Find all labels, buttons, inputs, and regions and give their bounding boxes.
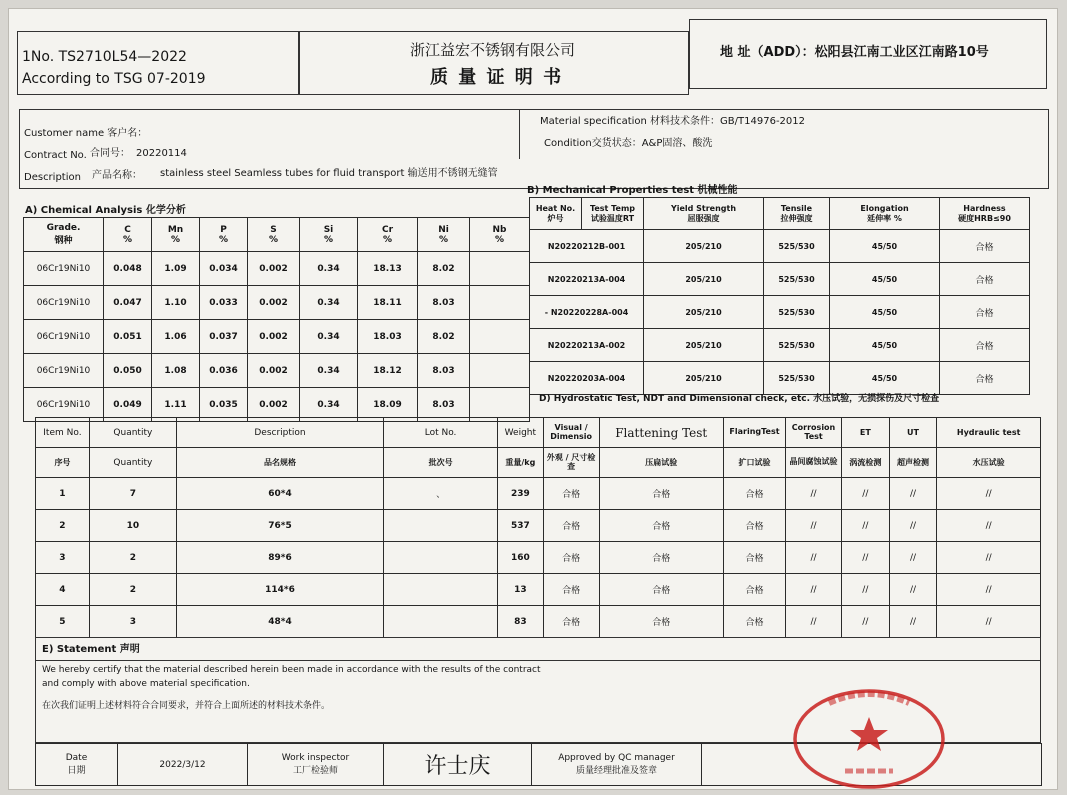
mech-col-test-temp-en: Test Temp xyxy=(589,203,636,213)
col-flaring: FlaringTest xyxy=(723,418,785,448)
item-lot: 、 xyxy=(384,478,498,510)
item-qty: 3 xyxy=(89,606,176,638)
mech-row xyxy=(530,362,1030,395)
item-flattening: 合格 xyxy=(599,478,723,510)
material-spec: Material specification 材料技术条件：GB/T14976-2012 xyxy=(540,116,806,127)
mech-col-elongation-cn: 延伸率 % xyxy=(867,213,902,223)
mech-header-row xyxy=(530,198,1030,230)
item-row xyxy=(36,478,1041,510)
item-desc: 60*4 xyxy=(176,478,383,510)
inspector-label-cn: 工厂检验师 xyxy=(292,766,338,776)
chem-cell-ni: 8.03 xyxy=(418,286,470,320)
item-ut: // xyxy=(889,574,937,606)
chem-col-mn xyxy=(152,218,200,252)
mech-cell-hardness: 合格 xyxy=(940,296,1030,329)
statement-divider xyxy=(36,660,1040,661)
mech-col-elongation xyxy=(830,198,940,230)
chem-cell-c: 0.048 xyxy=(104,252,152,286)
chem-cell-si: 0.34 xyxy=(300,286,358,320)
chem-cell-mn: 1.09 xyxy=(152,252,200,286)
item-weight: 83 xyxy=(498,606,544,638)
chem-cell-p: 0.034 xyxy=(200,252,248,286)
chem-cell-mn: 1.10 xyxy=(152,286,200,320)
item-corrosion: // xyxy=(786,542,842,574)
chem-cell-ni: 8.02 xyxy=(418,252,470,286)
mech-cell-yield: 205/210 xyxy=(644,296,764,329)
mech-row xyxy=(530,329,1030,362)
item-visual: 合格 xyxy=(543,606,599,638)
chem-row xyxy=(24,320,530,354)
approved-label-en: Approved by QC manager xyxy=(558,753,675,763)
chem-col-c xyxy=(104,218,152,252)
chem-cell-nb xyxy=(470,354,530,388)
chem-cell-cr: 18.09 xyxy=(358,388,418,422)
info-block xyxy=(19,109,1049,189)
chem-cell-c: 0.050 xyxy=(104,354,152,388)
item-et: // xyxy=(842,478,890,510)
statement-line-3: 在次我们证明上述材料符合合同要求，并符合上面所述的材料技术条件。 xyxy=(42,701,331,711)
description-label: Description xyxy=(24,172,81,183)
chem-cell-p: 0.035 xyxy=(200,388,248,422)
statement-line-2: and comply with above material specification. xyxy=(42,679,250,689)
description-label-cn: 产品名称： xyxy=(92,170,142,181)
quality-certificate xyxy=(8,8,1058,790)
cert-no: 1No. TS2710L54—2022 xyxy=(22,49,187,65)
item-weight: 239 xyxy=(498,478,544,510)
item-flaring: 合格 xyxy=(723,510,785,542)
chem-col-c-en: C xyxy=(124,224,131,235)
item-flattening: 合格 xyxy=(599,510,723,542)
item-ut: // xyxy=(889,542,937,574)
date-label-cn: 日期 xyxy=(67,766,86,776)
date-label xyxy=(36,744,118,786)
contract-label: Contract No. xyxy=(24,150,87,161)
items-header-row-cn xyxy=(36,448,1041,478)
mech-cell-heat: N20220203A-004 xyxy=(530,362,644,395)
mech-col-heat-no-en: Heat No. xyxy=(535,203,576,213)
item-flaring: 合格 xyxy=(723,478,785,510)
item-lot xyxy=(384,542,498,574)
col-description: Description xyxy=(176,418,383,448)
col-hydraulic-cn: 水压试验 xyxy=(937,448,1041,478)
item-lot xyxy=(384,574,498,606)
item-visual: 合格 xyxy=(543,510,599,542)
item-flattening: 合格 xyxy=(599,542,723,574)
inspector-label-en: Work inspector xyxy=(281,753,350,763)
item-flaring: 合格 xyxy=(723,574,785,606)
mech-col-hardness-en: Hardness xyxy=(963,203,1006,213)
item-row xyxy=(36,542,1041,574)
chem-row xyxy=(24,286,530,320)
inspector-signature: 许士庆 xyxy=(384,744,532,786)
mech-cell-yield: 205/210 xyxy=(644,263,764,296)
chem-col-grade-en: Grade. xyxy=(46,223,81,233)
approved-label xyxy=(532,744,702,786)
col-hydraulic: Hydraulic test xyxy=(937,418,1041,448)
chem-cell-grade: 06Cr19Ni10 xyxy=(24,354,104,388)
item-row xyxy=(36,574,1041,606)
col-ut: UT xyxy=(889,418,937,448)
mech-col-yield-en: Yield Strength xyxy=(670,203,737,213)
mech-row xyxy=(530,230,1030,263)
item-corrosion: // xyxy=(786,574,842,606)
date-label-en: Date xyxy=(65,753,88,763)
chem-cell-s: 0.002 xyxy=(248,286,300,320)
col-et: ET xyxy=(842,418,890,448)
col-lot-no-cn: 批次号 xyxy=(384,448,498,478)
item-ut: // xyxy=(889,510,937,542)
header-right-box xyxy=(689,19,1047,89)
info-divider xyxy=(519,109,520,159)
chem-cell-p: 0.037 xyxy=(200,320,248,354)
chem-col-cr xyxy=(358,218,418,252)
statement-line-1: We hereby certify that the material described herein been made in accordance with the results of the contract xyxy=(42,665,541,675)
item-et: // xyxy=(842,574,890,606)
chem-cell-cr: 18.03 xyxy=(358,320,418,354)
hydrostatic-test-title: D) Hydrostatic Test, NDT and Dimensional check, etc. 水压试验，无损探伤及尺寸检查 xyxy=(539,394,940,404)
chemical-analysis-title: A) Chemical Analysis 化学分析 xyxy=(25,205,186,216)
chem-cell-c: 0.049 xyxy=(104,388,152,422)
item-flattening: 合格 xyxy=(599,574,723,606)
item-row xyxy=(36,606,1041,638)
item-visual: 合格 xyxy=(543,574,599,606)
chem-col-p xyxy=(200,218,248,252)
mech-col-heat-no xyxy=(530,198,582,230)
chem-cell-p: 0.033 xyxy=(200,286,248,320)
mech-cell-heat: N20220213A-004 xyxy=(530,263,644,296)
chem-cell-nb xyxy=(470,320,530,354)
col-quantity: Quantity xyxy=(89,418,176,448)
mech-col-yield xyxy=(644,198,764,230)
mech-cell-hardness: 合格 xyxy=(940,329,1030,362)
chem-col-p-en: P xyxy=(220,224,227,235)
chem-cell-si: 0.34 xyxy=(300,354,358,388)
chem-cell-c: 0.047 xyxy=(104,286,152,320)
chem-cell-mn: 1.08 xyxy=(152,354,200,388)
col-description-cn: 品名规格 xyxy=(176,448,383,478)
item-hydraulic: // xyxy=(937,542,1041,574)
mech-cell-tensile: 525/530 xyxy=(764,263,830,296)
item-no: 4 xyxy=(36,574,90,606)
chem-cell-ni: 8.02 xyxy=(418,320,470,354)
chem-cell-mn: 1.11 xyxy=(152,388,200,422)
chem-cell-s: 0.002 xyxy=(248,388,300,422)
col-flattening: Flattening Test xyxy=(599,418,723,448)
contract-number: 20220114 xyxy=(136,148,187,159)
chem-cell-grade: 06Cr19Ni10 xyxy=(24,252,104,286)
mech-cell-tensile: 525/530 xyxy=(764,296,830,329)
chem-cell-s: 0.002 xyxy=(248,320,300,354)
item-lot xyxy=(384,510,498,542)
item-hydraulic: // xyxy=(937,574,1041,606)
chem-cell-cr: 18.13 xyxy=(358,252,418,286)
approved-label-cn: 质量经理批准及签章 xyxy=(575,766,657,776)
col-flaring-cn: 扩口试验 xyxy=(723,448,785,478)
mechanical-properties-title: B) Mechanical Properties test 机械性能 xyxy=(527,185,738,196)
chem-row xyxy=(24,252,530,286)
mech-cell-yield: 205/210 xyxy=(644,362,764,395)
chem-col-ni-cn: % xyxy=(438,234,449,245)
item-et: // xyxy=(842,606,890,638)
col-flattening-cn: 压扁试验 xyxy=(599,448,723,478)
mech-cell-heat: - N20220228A-004 xyxy=(530,296,644,329)
item-no: 3 xyxy=(36,542,90,574)
item-no: 1 xyxy=(36,478,90,510)
chem-cell-p: 0.036 xyxy=(200,354,248,388)
item-weight: 160 xyxy=(498,542,544,574)
mech-cell-tensile: 525/530 xyxy=(764,230,830,263)
item-lot xyxy=(384,606,498,638)
mech-cell-elongation: 45/50 xyxy=(830,230,940,263)
date-value: 2022/3/12 xyxy=(118,744,248,786)
chem-cell-cr: 18.11 xyxy=(358,286,418,320)
chem-cell-si: 0.34 xyxy=(300,388,358,422)
chem-col-si-en: Si xyxy=(323,224,334,235)
col-item-no-cn: 序号 xyxy=(36,448,90,478)
mech-cell-elongation: 45/50 xyxy=(830,263,940,296)
col-visual: Visual / Dimensio xyxy=(543,418,599,448)
item-qty: 10 xyxy=(89,510,176,542)
chemical-header-row xyxy=(24,218,530,252)
chem-col-nb xyxy=(470,218,530,252)
col-weight: Weight xyxy=(498,418,544,448)
chem-col-nb-en: Nb xyxy=(492,224,507,235)
item-qty: 7 xyxy=(89,478,176,510)
chem-col-c-cn: % xyxy=(122,234,133,245)
company-address: 地 址（ADD）：松阳县江南工业区江南路10号 xyxy=(720,45,989,60)
item-desc: 114*6 xyxy=(176,574,383,606)
item-hydraulic: // xyxy=(937,510,1041,542)
chem-cell-si: 0.34 xyxy=(300,320,358,354)
item-corrosion: // xyxy=(786,510,842,542)
mech-cell-elongation: 45/50 xyxy=(830,296,940,329)
mech-cell-elongation: 45/50 xyxy=(830,362,940,395)
chem-cell-grade: 06Cr19Ni10 xyxy=(24,388,104,422)
mech-col-tensile-cn: 拉伸强度 xyxy=(780,213,813,223)
mech-col-tensile-en: Tensile xyxy=(780,203,813,213)
header-left-box xyxy=(17,31,299,95)
item-row xyxy=(36,510,1041,542)
item-qty: 2 xyxy=(89,574,176,606)
mech-row xyxy=(530,296,1030,329)
chem-col-s-cn: % xyxy=(268,234,279,245)
chem-col-si xyxy=(300,218,358,252)
chem-col-mn-cn: % xyxy=(170,234,181,245)
items-header-row-en xyxy=(36,418,1041,448)
chem-col-p-cn: % xyxy=(218,234,229,245)
chem-cell-s: 0.002 xyxy=(248,354,300,388)
delivery-condition: Condition交货状态：A&P固溶、酸洗 xyxy=(544,138,713,149)
col-corrosion-cn: 晶间腐蚀试验 xyxy=(786,448,842,478)
col-quantity-cn: Quantity xyxy=(89,448,176,478)
items-test-table xyxy=(35,417,1041,638)
item-flaring: 合格 xyxy=(723,606,785,638)
chemical-analysis-table xyxy=(23,217,530,422)
mech-cell-tensile: 525/530 xyxy=(764,362,830,395)
chem-col-cr-cn: % xyxy=(382,234,393,245)
col-weight-cn: 重量/kg xyxy=(498,448,544,478)
chem-cell-si: 0.34 xyxy=(300,252,358,286)
mech-cell-heat: N20220212B-001 xyxy=(530,230,644,263)
chem-row xyxy=(24,354,530,388)
col-ut-cn: 超声检测 xyxy=(889,448,937,478)
chem-col-mn-en: Mn xyxy=(167,224,184,235)
chem-cell-nb xyxy=(470,252,530,286)
item-corrosion: // xyxy=(786,478,842,510)
chem-col-si-cn: % xyxy=(323,234,334,245)
item-desc: 89*6 xyxy=(176,542,383,574)
mech-cell-yield: 205/210 xyxy=(644,329,764,362)
description-value: stainless steel Seamless tubes for fluid transport 输送用不锈钢无缝管 xyxy=(160,168,498,179)
item-no: 2 xyxy=(36,510,90,542)
chem-cell-s: 0.002 xyxy=(248,252,300,286)
chem-cell-grade: 06Cr19Ni10 xyxy=(24,320,104,354)
item-flattening: 合格 xyxy=(599,606,723,638)
chem-col-grade-cn: 钢种 xyxy=(54,236,73,246)
mech-col-hardness xyxy=(940,198,1030,230)
chem-col-s xyxy=(248,218,300,252)
inspector-label xyxy=(248,744,384,786)
mech-col-yield-cn: 屈服强度 xyxy=(687,213,720,223)
mechanical-properties-table xyxy=(529,197,1030,395)
item-weight: 537 xyxy=(498,510,544,542)
item-weight: 13 xyxy=(498,574,544,606)
mech-col-elongation-en: Elongation xyxy=(860,203,909,213)
col-lot-no: Lot No. xyxy=(384,418,498,448)
mech-cell-tensile: 525/530 xyxy=(764,329,830,362)
item-corrosion: // xyxy=(786,606,842,638)
mech-cell-heat: N20220213A-002 xyxy=(530,329,644,362)
col-corrosion: Corrosion Test xyxy=(786,418,842,448)
mech-col-hardness-cn: 硬度HRB≤90 xyxy=(958,213,1011,223)
chem-cell-grade: 06Cr19Ni10 xyxy=(24,286,104,320)
chem-cell-cr: 18.12 xyxy=(358,354,418,388)
col-et-cn: 涡流检测 xyxy=(842,448,890,478)
customer-name-label: Customer name 客户名： xyxy=(24,128,148,139)
chem-cell-nb xyxy=(470,286,530,320)
company-seal-stamp xyxy=(789,687,949,791)
item-flaring: 合格 xyxy=(723,542,785,574)
company-name: 浙江益宏不锈钢有限公司 xyxy=(410,41,576,59)
item-et: // xyxy=(842,510,890,542)
header-center-box xyxy=(299,31,689,95)
col-visual-cn: 外观 / 尺寸检查 xyxy=(543,448,599,478)
item-visual: 合格 xyxy=(543,478,599,510)
chem-col-s-en: S xyxy=(270,224,277,235)
mech-cell-yield: 205/210 xyxy=(644,230,764,263)
contract-label-cn: 合同号： xyxy=(90,148,130,159)
mech-cell-hardness: 合格 xyxy=(940,263,1030,296)
mech-col-test-temp-cn: 试验温度RT xyxy=(590,213,635,223)
chem-cell-c: 0.051 xyxy=(104,320,152,354)
mech-col-heat-no-cn: 炉号 xyxy=(547,213,564,223)
item-no: 5 xyxy=(36,606,90,638)
mech-row xyxy=(530,263,1030,296)
item-visual: 合格 xyxy=(543,542,599,574)
item-ut: // xyxy=(889,606,937,638)
seal-star-icon xyxy=(850,717,888,751)
col-item-no: Item No. xyxy=(36,418,90,448)
item-hydraulic: // xyxy=(937,478,1041,510)
chem-cell-ni: 8.03 xyxy=(418,388,470,422)
according-to: According to TSG 07-2019 xyxy=(22,71,206,87)
item-et: // xyxy=(842,542,890,574)
mech-cell-hardness: 合格 xyxy=(940,230,1030,263)
chem-col-cr-en: Cr xyxy=(381,224,394,235)
document-title: 质 量 证 明 书 xyxy=(430,67,564,88)
chem-cell-ni: 8.03 xyxy=(418,354,470,388)
chem-cell-mn: 1.06 xyxy=(152,320,200,354)
chem-col-grade xyxy=(24,218,104,252)
item-qty: 2 xyxy=(89,542,176,574)
mech-cell-elongation: 45/50 xyxy=(830,329,940,362)
statement-title: E) Statement 声明 xyxy=(42,644,140,655)
mech-col-tensile xyxy=(764,198,830,230)
item-desc: 76*5 xyxy=(176,510,383,542)
item-hydraulic: // xyxy=(937,606,1041,638)
item-ut: // xyxy=(889,478,937,510)
chem-col-ni xyxy=(418,218,470,252)
item-desc: 48*4 xyxy=(176,606,383,638)
mech-cell-hardness: 合格 xyxy=(940,362,1030,395)
mech-col-test-temp xyxy=(582,198,644,230)
chem-col-nb-cn: % xyxy=(494,234,505,245)
chem-col-ni-en: Ni xyxy=(438,224,449,235)
